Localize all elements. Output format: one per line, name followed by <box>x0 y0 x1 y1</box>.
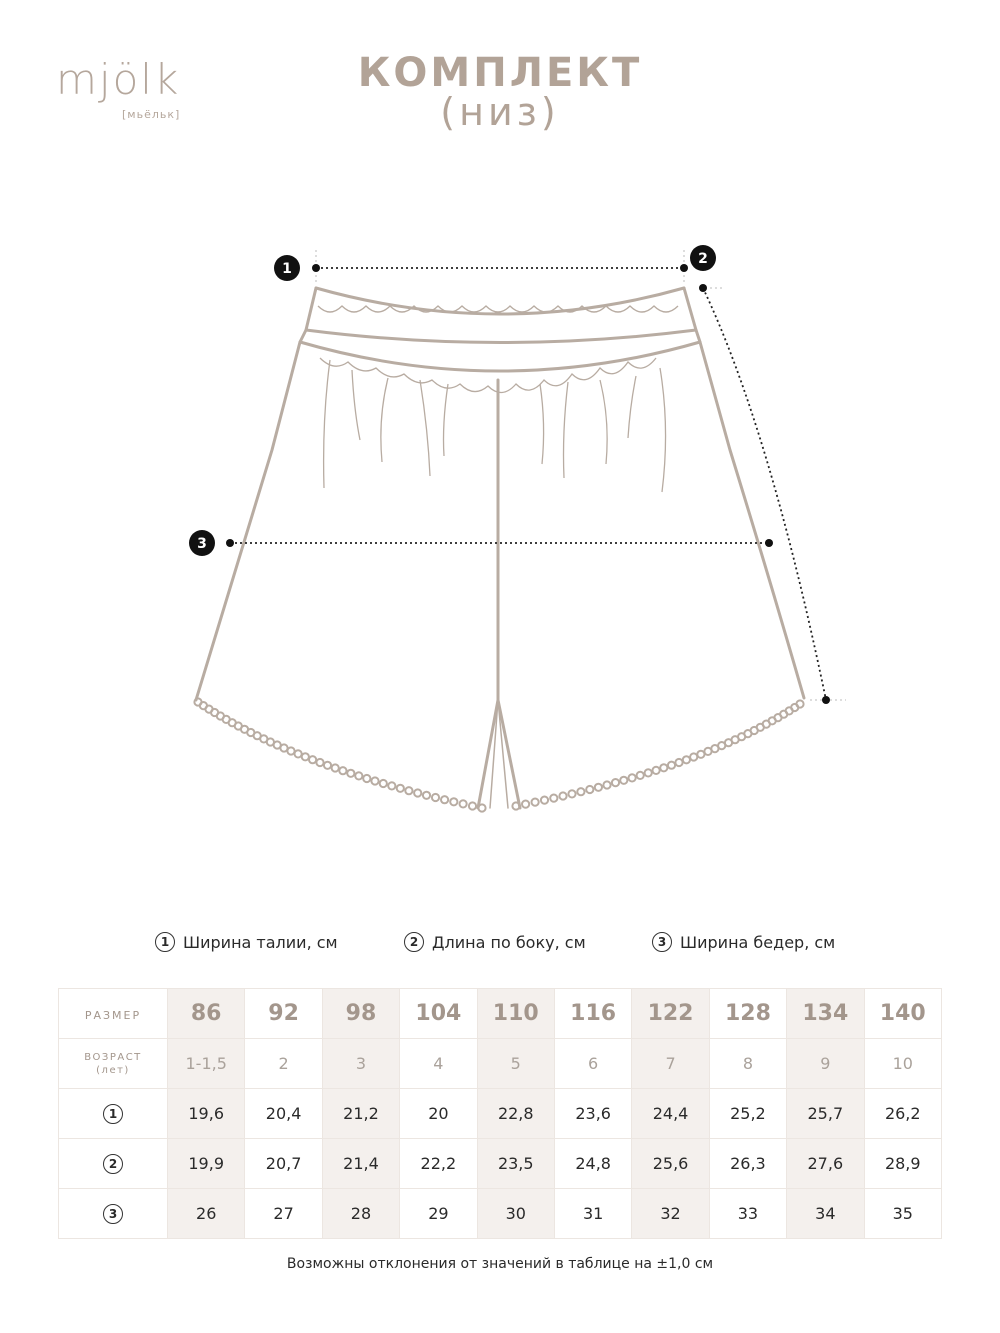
legend-label-side-length: Длина по боку, см <box>432 932 586 952</box>
age-value: 6 <box>588 1054 599 1073</box>
age-cell <box>400 1039 477 1089</box>
age-cell <box>554 1039 631 1089</box>
size-cell <box>709 989 786 1039</box>
lace-bead <box>586 786 593 793</box>
age-value: 4 <box>433 1054 444 1073</box>
legend-item-waist <box>155 932 338 952</box>
size-value: 104 <box>415 1001 462 1026</box>
age-cell <box>477 1039 554 1089</box>
lace-bead <box>577 788 584 795</box>
lace-bead <box>595 784 602 791</box>
age-value: 5 <box>510 1054 521 1073</box>
age-value: 8 <box>742 1054 754 1073</box>
lace-bead <box>690 753 697 760</box>
lace-bead <box>339 767 346 774</box>
legend-num-3: 3 <box>652 932 672 952</box>
size-cell <box>554 989 631 1039</box>
age-label: ВОЗРАСТ <box>84 1051 142 1063</box>
measure-cell: 21,4 <box>322 1139 399 1189</box>
lace-bead <box>363 775 370 782</box>
lace-bead <box>397 785 404 792</box>
lace-bead <box>612 779 619 786</box>
size-value: 98 <box>345 1001 377 1026</box>
lace-trim-right <box>512 700 803 809</box>
lace-bead <box>532 799 539 806</box>
measure-row-side-length <box>59 1139 942 1189</box>
measure-row-hip <box>59 1189 942 1239</box>
size-value: 122 <box>647 1001 694 1026</box>
lace-bead <box>432 794 439 801</box>
measure-cell: 19,6 <box>168 1089 245 1139</box>
measure-row-header <box>59 1139 168 1189</box>
measure-cell: 35 <box>864 1189 941 1239</box>
lace-bead <box>441 796 448 803</box>
size-value: 116 <box>570 1001 617 1026</box>
age-value: 9 <box>820 1054 831 1073</box>
lace-bead <box>645 769 652 776</box>
measure-cell: 20,4 <box>245 1089 322 1139</box>
age-value: 1-1,5 <box>185 1054 227 1073</box>
lace-bead <box>295 750 302 757</box>
age-value: 10 <box>892 1054 913 1073</box>
lace-bead <box>637 772 644 779</box>
measure-cell: 28 <box>322 1189 399 1239</box>
size-cell <box>632 989 709 1039</box>
legend-label-waist: Ширина талии, см <box>183 932 338 952</box>
tolerance-note: Возможны отклонения от значений в таблице на ±1,0 см <box>286 1256 714 1272</box>
size-cell <box>477 989 554 1039</box>
age-cell <box>632 1039 709 1089</box>
marker-1 <box>274 255 300 281</box>
lace-bead <box>405 787 412 794</box>
lace-bead <box>660 764 667 771</box>
marker-2 <box>690 245 716 271</box>
lace-bead <box>324 762 331 769</box>
lace-bead <box>603 781 610 788</box>
measure-cell: 27,6 <box>787 1139 864 1189</box>
marker-3 <box>189 530 215 556</box>
age-cell <box>787 1039 864 1089</box>
age-value: 2 <box>278 1054 289 1073</box>
lace-bead <box>414 789 421 796</box>
measure-cell: 20 <box>400 1089 477 1139</box>
row-num-3: 3 <box>103 1204 123 1224</box>
age-cell <box>322 1039 399 1089</box>
measure-cell: 19,9 <box>168 1139 245 1189</box>
lace-bead <box>522 801 529 808</box>
lace-bead <box>460 800 467 807</box>
legend-num-2: 2 <box>404 932 424 952</box>
lace-bead <box>559 792 566 799</box>
lace-bead <box>541 797 548 804</box>
shorts-diagram <box>0 230 1000 830</box>
marker-1-label: 1 <box>282 261 292 277</box>
lace-bead <box>332 764 339 771</box>
measure-cell: 24,4 <box>632 1089 709 1139</box>
lace-bead <box>423 792 430 799</box>
size-value: 128 <box>724 1001 771 1026</box>
measure-row-header <box>59 1189 168 1239</box>
measure-cell: 23,5 <box>477 1139 554 1189</box>
row-num-2: 2 <box>103 1154 123 1174</box>
measure-side-length <box>699 284 846 704</box>
size-header <box>59 989 168 1039</box>
brand-pronunciation: [мьёльк] <box>122 108 181 121</box>
lace-bead <box>653 767 660 774</box>
legend-item-side-length <box>404 932 586 952</box>
lace-bead <box>347 770 354 777</box>
size-value: 86 <box>190 1001 222 1026</box>
measure-cell: 29 <box>400 1189 477 1239</box>
size-cell <box>245 989 322 1039</box>
lace-bead <box>675 759 682 766</box>
size-cell <box>787 989 864 1039</box>
measure-cell: 22,8 <box>477 1089 554 1139</box>
size-value: 92 <box>268 1001 299 1026</box>
lace-trim-left <box>194 698 485 811</box>
measure-cell: 25,7 <box>787 1089 864 1139</box>
age-row <box>59 1039 942 1089</box>
lace-bead <box>371 777 378 784</box>
size-table <box>58 988 942 1239</box>
brand-name: mjölk <box>56 55 181 104</box>
lace-bead <box>629 774 636 781</box>
size-label: РАЗМЕР <box>84 1009 142 1022</box>
size-cell <box>400 989 477 1039</box>
lace-bead <box>309 756 316 763</box>
measure-cell: 20,7 <box>245 1139 322 1189</box>
marker-2-label: 2 <box>698 251 708 267</box>
measure-waist <box>312 250 688 282</box>
measure-cell: 23,6 <box>554 1089 631 1139</box>
measure-cell: 26 <box>168 1189 245 1239</box>
measure-row-header <box>59 1089 168 1139</box>
page-subtitle: (низ) <box>440 90 560 134</box>
size-cell <box>322 989 399 1039</box>
measure-cell: 22,2 <box>400 1139 477 1189</box>
lace-bead <box>550 795 557 802</box>
lace-bead <box>568 790 575 797</box>
size-value: 110 <box>492 1001 539 1026</box>
size-cell <box>864 989 941 1039</box>
lace-bead <box>450 798 457 805</box>
lace-bead <box>380 780 387 787</box>
measure-cell: 24,8 <box>554 1139 631 1189</box>
age-value: 7 <box>665 1054 676 1073</box>
age-cell <box>864 1039 941 1089</box>
measure-cell: 26,2 <box>864 1089 941 1139</box>
measure-cell: 34 <box>787 1189 864 1239</box>
legend-item-hip <box>652 932 835 952</box>
lace-bead <box>683 756 690 763</box>
marker-3-label: 3 <box>197 536 207 552</box>
measure-cell: 25,6 <box>632 1139 709 1189</box>
measure-cell: 27 <box>245 1189 322 1239</box>
measure-row-waist <box>59 1089 942 1139</box>
shorts-outline <box>196 288 804 808</box>
measure-cell: 31 <box>554 1189 631 1239</box>
size-value: 134 <box>802 1001 849 1026</box>
legend-num-1: 1 <box>155 932 175 952</box>
measure-cell: 25,2 <box>709 1089 786 1139</box>
size-cell <box>168 989 245 1039</box>
age-value: 3 <box>355 1054 367 1073</box>
page-title: КОМПЛЕКТ <box>357 50 643 96</box>
lace-bead <box>620 777 627 784</box>
age-header <box>59 1039 168 1089</box>
size-row <box>59 989 942 1039</box>
measure-cell: 32 <box>632 1189 709 1239</box>
measure-cell: 21,2 <box>322 1089 399 1139</box>
measure-cell: 26,3 <box>709 1139 786 1189</box>
lace-bead <box>668 762 675 769</box>
lace-bead <box>302 753 309 760</box>
legend-label-hip: Ширина бедер, см <box>680 932 836 952</box>
lace-bead <box>316 759 323 766</box>
lace-bead <box>469 802 476 809</box>
age-cell <box>245 1039 322 1089</box>
lace-bead <box>388 782 395 789</box>
age-cell <box>709 1039 786 1089</box>
measure-cell: 30 <box>477 1189 554 1239</box>
size-value: 140 <box>879 1001 926 1026</box>
lace-bead <box>355 772 362 779</box>
row-num-1: 1 <box>103 1104 123 1124</box>
measure-cell: 33 <box>709 1189 786 1239</box>
measure-cell: 28,9 <box>864 1139 941 1189</box>
age-unit: (лет) <box>96 1064 130 1076</box>
age-cell <box>168 1039 245 1089</box>
